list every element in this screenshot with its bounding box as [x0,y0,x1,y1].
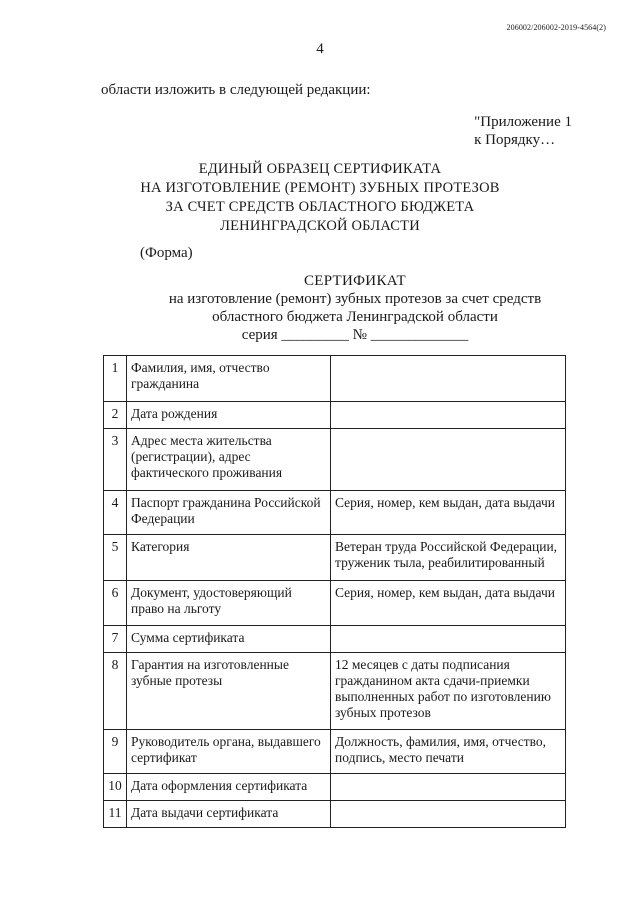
row-value [331,402,566,429]
document-id: 206002/206002-2019-4564(2) [506,23,606,32]
row-label: Фамилия, имя, отчество гражданина [127,356,331,402]
row-label: Дата оформления сертификата [127,774,331,801]
row-number: 5 [104,535,127,581]
row-value [331,801,566,828]
row-value: Ветеран труда Российской Федерации, труженик тыла, реабилитированный [331,535,566,581]
appendix-line-1: "Приложение 1 [474,114,572,130]
row-value [331,356,566,402]
row-number: 3 [104,429,127,491]
row-label: Категория [127,535,331,581]
heading-line-4: ЛЕНИНГРАДСКОЙ ОБЛАСТИ [220,218,420,234]
table-row [104,581,566,626]
row-label: Руководитель органа, выдавшего сертификат [127,730,331,774]
row-value: 12 месяцев с даты подписания гражданином акта сдачи-приемки выполненных работ по изготовлению зубных протезов [331,653,566,730]
certificate-series-line: серия _________ № _____________ [241,327,469,343]
table-row [104,626,566,653]
appendix-reference [474,113,572,149]
row-number: 1 [104,356,127,402]
row-number: 9 [104,730,127,774]
table-row [104,774,566,801]
table-row [104,491,566,535]
row-label: Паспорт гражданина Российской Федерации [127,491,331,535]
certificate-subtitle-2: областного бюджета Ленинградской области [212,309,498,325]
row-number: 8 [104,653,127,730]
row-label: Адрес места жительства (регистрации), адрес фактического проживания [127,429,331,491]
row-value [331,774,566,801]
intro-text: области изложить в следующей редакции: [101,82,371,98]
row-number: 2 [104,402,127,429]
table-row [104,801,566,828]
row-number: 6 [104,581,127,626]
heading-line-2: НА ИЗГОТОВЛЕНИЕ (РЕМОНТ) ЗУБНЫХ ПРОТЕЗОВ [140,180,500,196]
table-row [104,356,566,402]
heading-line-1: ЕДИНЫЙ ОБРАЗЕЦ СЕРТИФИКАТА [198,161,442,177]
row-number: 11 [104,801,127,828]
heading-line-3: ЗА СЧЕТ СРЕДСТВ ОБЛАСТНОГО БЮДЖЕТА [165,199,475,215]
form-label: (Форма) [140,245,193,261]
row-number: 4 [104,491,127,535]
row-number: 7 [104,626,127,653]
certificate-title-block [0,272,640,344]
table-row [104,535,566,581]
certificate-title: СЕРТИФИКАТ [303,273,407,289]
row-value: Серия, номер, кем выдан, дата выдачи [331,581,566,626]
table-row [104,429,566,491]
row-value [331,429,566,491]
row-label: Дата рождения [127,402,331,429]
row-label: Дата выдачи сертификата [127,801,331,828]
certificate-table-body [104,356,566,828]
row-label: Сумма сертификата [127,626,331,653]
table-row [104,653,566,730]
table-row [104,730,566,774]
document-heading [0,160,640,236]
row-value: Серия, номер, кем выдан, дата выдачи [331,491,566,535]
certificate-subtitle-1: на изготовление (ремонт) зубных протезов за счет средств [168,291,542,307]
row-label: Гарантия на изготовленные зубные протезы [127,653,331,730]
row-value [331,626,566,653]
page-number: 4 [316,41,324,57]
row-value: Должность, фамилия, имя, отчество, подпись, место печати [331,730,566,774]
row-number: 10 [104,774,127,801]
certificate-table [103,355,566,828]
table-row [104,402,566,429]
appendix-line-2: к Порядку… [474,132,556,148]
row-label: Документ, удостоверяющий право на льготу [127,581,331,626]
